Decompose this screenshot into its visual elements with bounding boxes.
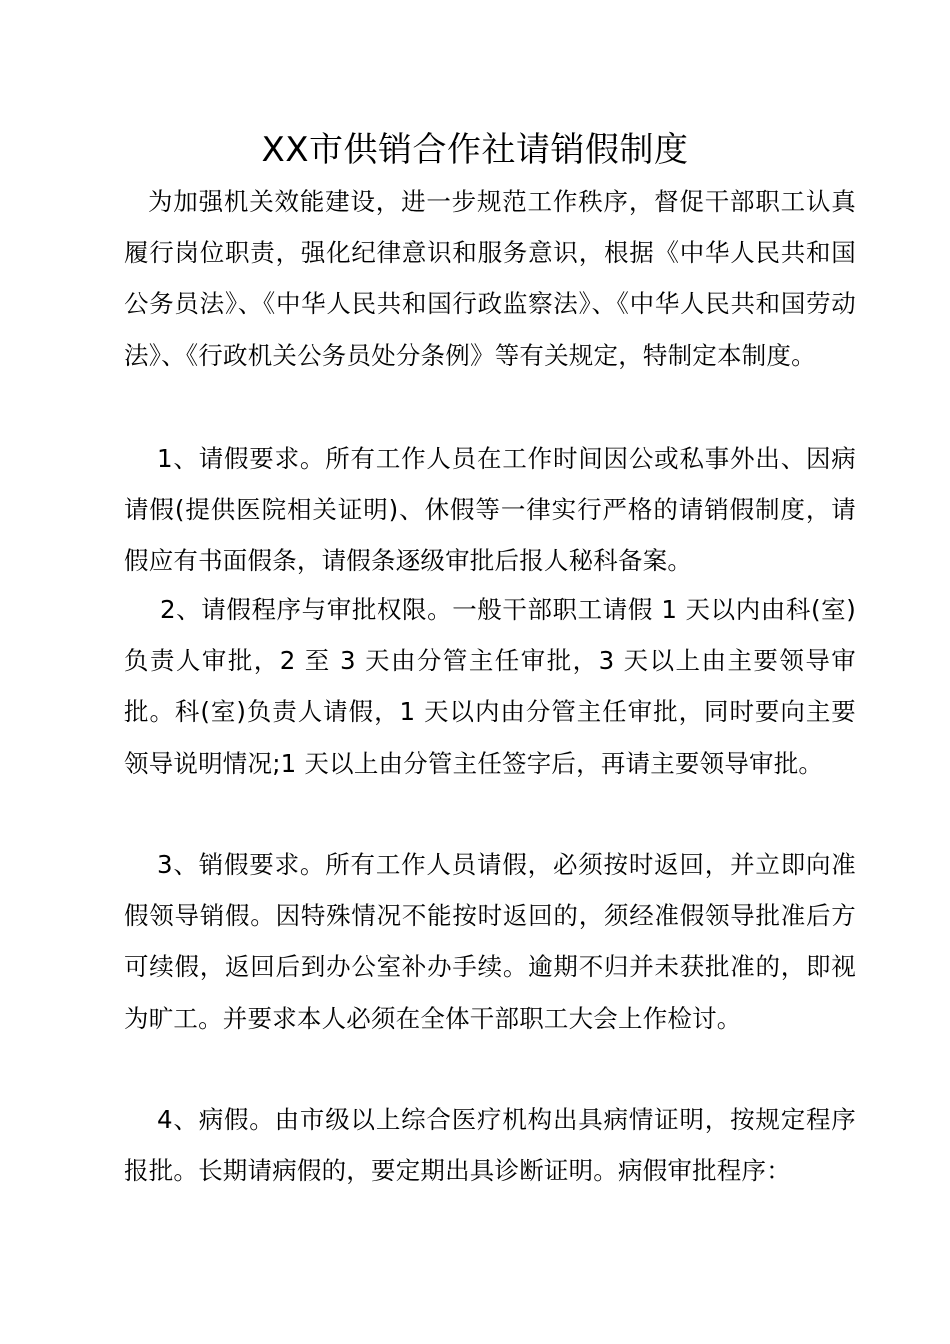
- document-title: XX市供销合作社请销假制度: [261, 130, 689, 170]
- paragraph-approval-authority: 2、请假程序与审批权限。一般干部职工请假 1 天以内由科(室)负责人审批，2 至 3 天由分管主任审批，3 天以上由主要领导审批。科(室)负责人请假，1 天以内由分管主任审批，同时要向主要领导说明情况;1 天以上由分管主任签字后，再请主要领导审批。: [124, 595, 856, 778]
- paragraph-sick-leave: 4、病假。由市级以上综合医疗机构出具病情证明，按规定程序报批。长期请病假的，要定期出具诊断证明。病假审批程序：: [124, 1105, 856, 1186]
- paragraph-leave-requirements: 1、请假要求。所有工作人员在工作时间因公或私事外出、因病请假(提供医院相关证明)、休假等一律实行严格的请销假制度，请假应有书面假条，请假条逐级审批后报人秘科备案。: [124, 444, 856, 576]
- paragraph-leave-cancellation: 3、销假要求。所有工作人员请假，必须按时返回，并立即向准假领导销假。因特殊情况不能按时返回的，须经准假领导批准后方可续假，返回后到办公室补办手续。逾期不归并未获批准的，即视为旷工。并要求本人必须在全体干部职工大会上作检讨。: [124, 850, 856, 1033]
- intro-paragraph: 为加强机关效能建设，进一步规范工作秩序，督促干部职工认真履行岗位职责，强化纪律意识和服务意识，根据《中华人民共和国公务员法》、《中华人民共和国行政监察法》、《中华人民共和国劳动法》、《行政机关公务员处分条例》等有关规定，特制定本制度。: [124, 187, 856, 370]
